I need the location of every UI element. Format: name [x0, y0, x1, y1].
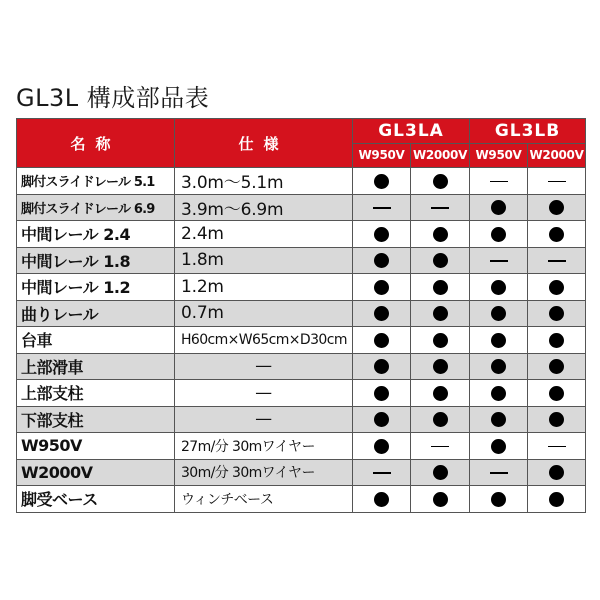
included-dot-icon [491, 386, 506, 401]
not-included-dash-icon [490, 260, 508, 262]
included-dot-icon [433, 412, 448, 427]
availability-cell [470, 168, 528, 195]
availability-cell [528, 486, 586, 513]
availability-cell [353, 406, 411, 433]
availability-cell [353, 327, 411, 354]
table-row [17, 380, 586, 407]
header-sub: W950V [353, 143, 411, 168]
header-name: 名称 [17, 119, 175, 168]
included-dot-icon [374, 386, 389, 401]
header-group-gl3lb: GL3LB [470, 119, 586, 144]
availability-cell [528, 433, 586, 460]
included-dot-icon [374, 439, 389, 454]
part-spec-cell: — [175, 380, 353, 407]
part-name-cell: 脚受ベース [17, 486, 175, 513]
included-dot-icon [433, 174, 448, 189]
included-dot-icon [433, 253, 448, 268]
not-included-dash-icon [548, 260, 566, 262]
availability-cell [470, 221, 528, 248]
availability-cell [528, 353, 586, 380]
availability-cell [353, 486, 411, 513]
included-dot-icon [433, 280, 448, 295]
availability-cell [528, 327, 586, 354]
availability-cell [411, 459, 470, 486]
part-name-cell: 上部支柱 [17, 380, 175, 407]
availability-cell [353, 194, 411, 221]
header-row-top [17, 119, 586, 144]
included-dot-icon [549, 412, 564, 427]
availability-cell [470, 433, 528, 460]
part-name-cell: 脚付スライドレール 5.1 [17, 168, 175, 195]
part-name-cell: W2000V [17, 459, 175, 486]
availability-cell [470, 380, 528, 407]
part-name-cell: 脚付スライドレール 6.9 [17, 194, 175, 221]
included-dot-icon [433, 333, 448, 348]
availability-cell [470, 194, 528, 221]
availability-cell [470, 486, 528, 513]
part-spec-cell: 2.4m [175, 221, 353, 248]
table-row [17, 433, 586, 460]
included-dot-icon [433, 492, 448, 507]
included-dot-icon [549, 465, 564, 480]
part-name-cell: 曲りレール [17, 300, 175, 327]
availability-cell [353, 221, 411, 248]
included-dot-icon [374, 280, 389, 295]
included-dot-icon [374, 174, 389, 189]
header-sub: W2000V [411, 143, 470, 168]
availability-cell [528, 459, 586, 486]
availability-cell [470, 327, 528, 354]
part-spec-cell: 27m/分 30mワイヤー [175, 433, 353, 460]
availability-cell [353, 247, 411, 274]
table-row [17, 486, 586, 513]
availability-cell [470, 300, 528, 327]
availability-cell [353, 459, 411, 486]
availability-cell [411, 380, 470, 407]
included-dot-icon [491, 333, 506, 348]
included-dot-icon [374, 227, 389, 242]
part-name-cell: 中間レール 1.2 [17, 274, 175, 301]
availability-cell [353, 433, 411, 460]
table-row [17, 274, 586, 301]
availability-cell [411, 406, 470, 433]
included-dot-icon [433, 386, 448, 401]
header-sub: W950V [470, 143, 528, 168]
availability-cell [470, 406, 528, 433]
availability-cell [353, 300, 411, 327]
availability-cell [411, 486, 470, 513]
table-row [17, 406, 586, 433]
included-dot-icon [433, 227, 448, 242]
included-dot-icon [374, 333, 389, 348]
availability-cell [411, 274, 470, 301]
table-row [17, 221, 586, 248]
not-included-dash-icon [431, 446, 449, 448]
availability-cell [411, 433, 470, 460]
availability-cell [353, 168, 411, 195]
page-title: GL3L 構成部品表 [16, 84, 210, 112]
table-row [17, 327, 586, 354]
availability-cell [528, 168, 586, 195]
table-row [17, 168, 586, 195]
part-spec-cell: 3.0m〜5.1m [175, 168, 353, 195]
not-included-dash-icon [373, 472, 391, 474]
included-dot-icon [433, 306, 448, 321]
not-included-dash-icon [548, 181, 566, 183]
availability-cell [411, 353, 470, 380]
table-row [17, 353, 586, 380]
part-name-cell: 中間レール 1.8 [17, 247, 175, 274]
part-spec-cell: 0.7m [175, 300, 353, 327]
included-dot-icon [374, 492, 389, 507]
included-dot-icon [491, 306, 506, 321]
not-included-dash-icon [373, 207, 391, 209]
part-name-cell: 中間レール 2.4 [17, 221, 175, 248]
part-spec-cell: 1.8m [175, 247, 353, 274]
availability-cell [528, 221, 586, 248]
part-spec-cell: — [175, 353, 353, 380]
included-dot-icon [549, 227, 564, 242]
included-dot-icon [549, 359, 564, 374]
availability-cell [470, 247, 528, 274]
availability-cell [470, 353, 528, 380]
header-group-gl3la: GL3LA [353, 119, 470, 144]
included-dot-icon [549, 492, 564, 507]
availability-cell [353, 380, 411, 407]
availability-cell [411, 327, 470, 354]
part-name-cell: W950V [17, 433, 175, 460]
included-dot-icon [433, 359, 448, 374]
parts-table [16, 118, 586, 513]
part-spec-cell: 30m/分 30mワイヤー [175, 459, 353, 486]
included-dot-icon [491, 359, 506, 374]
included-dot-icon [491, 200, 506, 215]
availability-cell [411, 247, 470, 274]
part-spec-cell: ウィンチベース [175, 486, 353, 513]
included-dot-icon [549, 386, 564, 401]
included-dot-icon [491, 280, 506, 295]
availability-cell [411, 300, 470, 327]
not-included-dash-icon [431, 207, 449, 209]
header-spec: 仕様 [175, 119, 353, 168]
availability-cell [470, 274, 528, 301]
header-sub: W2000V [528, 143, 586, 168]
included-dot-icon [549, 333, 564, 348]
included-dot-icon [491, 227, 506, 242]
included-dot-icon [549, 306, 564, 321]
availability-cell [411, 168, 470, 195]
availability-cell [353, 274, 411, 301]
included-dot-icon [491, 439, 506, 454]
included-dot-icon [491, 492, 506, 507]
part-spec-cell: H60cm×W65cm×D30cm [175, 327, 353, 354]
included-dot-icon [374, 412, 389, 427]
included-dot-icon [374, 306, 389, 321]
included-dot-icon [433, 465, 448, 480]
table-body [17, 168, 586, 513]
part-spec-cell: 1.2m [175, 274, 353, 301]
availability-cell [528, 406, 586, 433]
availability-cell [411, 221, 470, 248]
availability-cell [528, 247, 586, 274]
included-dot-icon [549, 280, 564, 295]
availability-cell [528, 194, 586, 221]
availability-cell [528, 300, 586, 327]
availability-cell [528, 274, 586, 301]
part-name-cell: 下部支柱 [17, 406, 175, 433]
part-name-cell: 台車 [17, 327, 175, 354]
table-row [17, 194, 586, 221]
availability-cell [411, 194, 470, 221]
part-name-cell: 上部滑車 [17, 353, 175, 380]
part-spec-cell: — [175, 406, 353, 433]
table-row [17, 459, 586, 486]
table-row [17, 247, 586, 274]
part-spec-cell: 3.9m〜6.9m [175, 194, 353, 221]
not-included-dash-icon [548, 446, 566, 448]
included-dot-icon [549, 200, 564, 215]
availability-cell [528, 380, 586, 407]
included-dot-icon [374, 253, 389, 268]
included-dot-icon [491, 412, 506, 427]
included-dot-icon [374, 359, 389, 374]
availability-cell [470, 459, 528, 486]
availability-cell [353, 353, 411, 380]
not-included-dash-icon [490, 472, 508, 474]
table-row [17, 300, 586, 327]
not-included-dash-icon [490, 181, 508, 183]
